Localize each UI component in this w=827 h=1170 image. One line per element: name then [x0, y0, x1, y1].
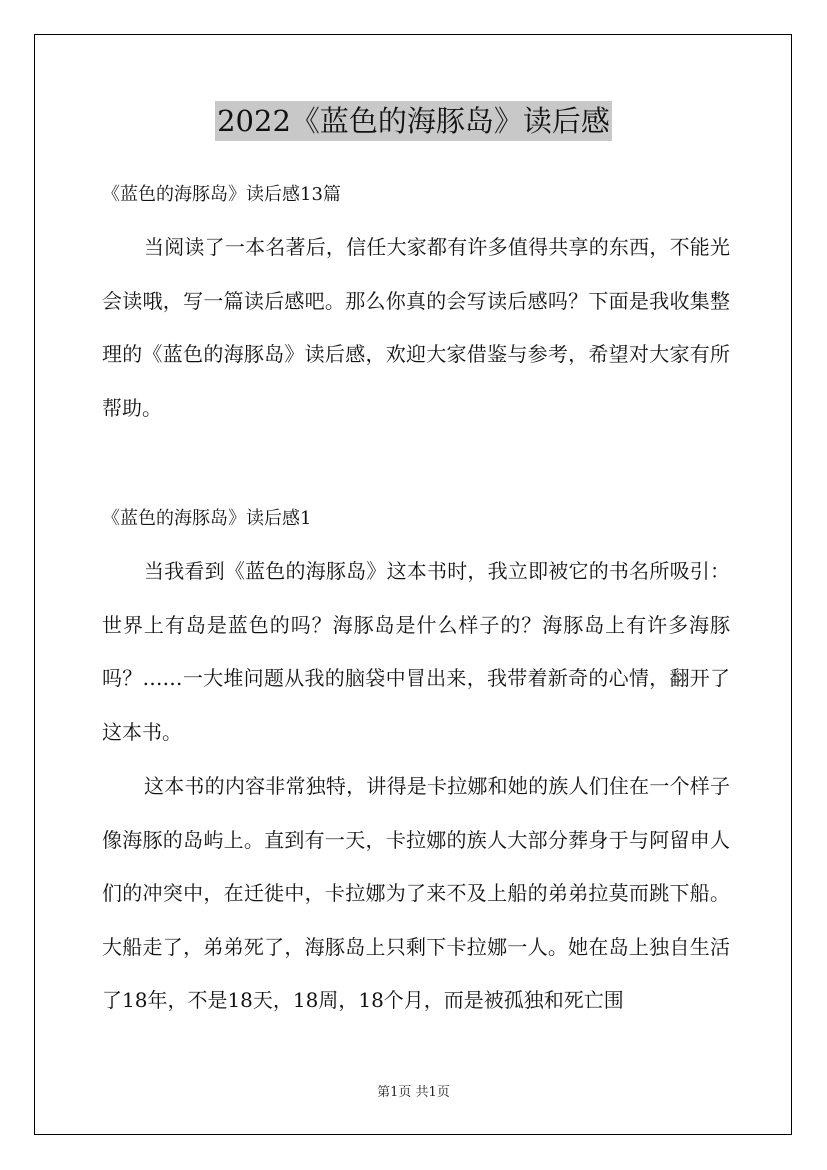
section-heading: 《蓝色的海豚岛》读后感1	[102, 508, 312, 529]
body-paragraph: 这本书的内容非常独特，讲得是卡拉娜和她的族人们住在一个样子像海豚的岛屿上。直到有一天，卡拉娜的族人大部分葬身于与阿留申人们的冲突中，在迁徙中，卡拉娜为了来不及上船的弟弟拉莫而跳下船。大船走了，弟弟死了，海豚岛上只剩下卡拉娜一人。她在岛上独自生活了18年，不是18天，18周，18个月，而是被孤独和死亡围	[102, 774, 730, 1012]
page-footer: 第1页 共1页	[377, 1085, 450, 1100]
document-title: 2022《蓝色的海豚岛》读后感	[215, 101, 612, 141]
title-container	[0, 101, 827, 141]
document-subtitle: 《蓝色的海豚岛》读后感13篇	[102, 184, 341, 205]
body-paragraph: 当我看到《蓝色的海豚岛》这本书时，我立即被它的书名所吸引：世界上有岛是蓝色的吗？海豚岛是什么样子的？海豚岛上有许多海豚吗？……一大堆问题从我的脑袋中冒出来，我带着新奇的心情，翻开了这本书。	[102, 559, 730, 744]
intro-paragraph: 当阅读了一本名著后，信任大家都有许多值得共享的东西，不能光会读哦，写一篇读后感吧。那么你真的会写读后感吗？下面是我收集整理的《蓝色的海豚岛》读后感，欢迎大家借鉴与参考，希望对大家有所帮助。	[102, 235, 730, 420]
